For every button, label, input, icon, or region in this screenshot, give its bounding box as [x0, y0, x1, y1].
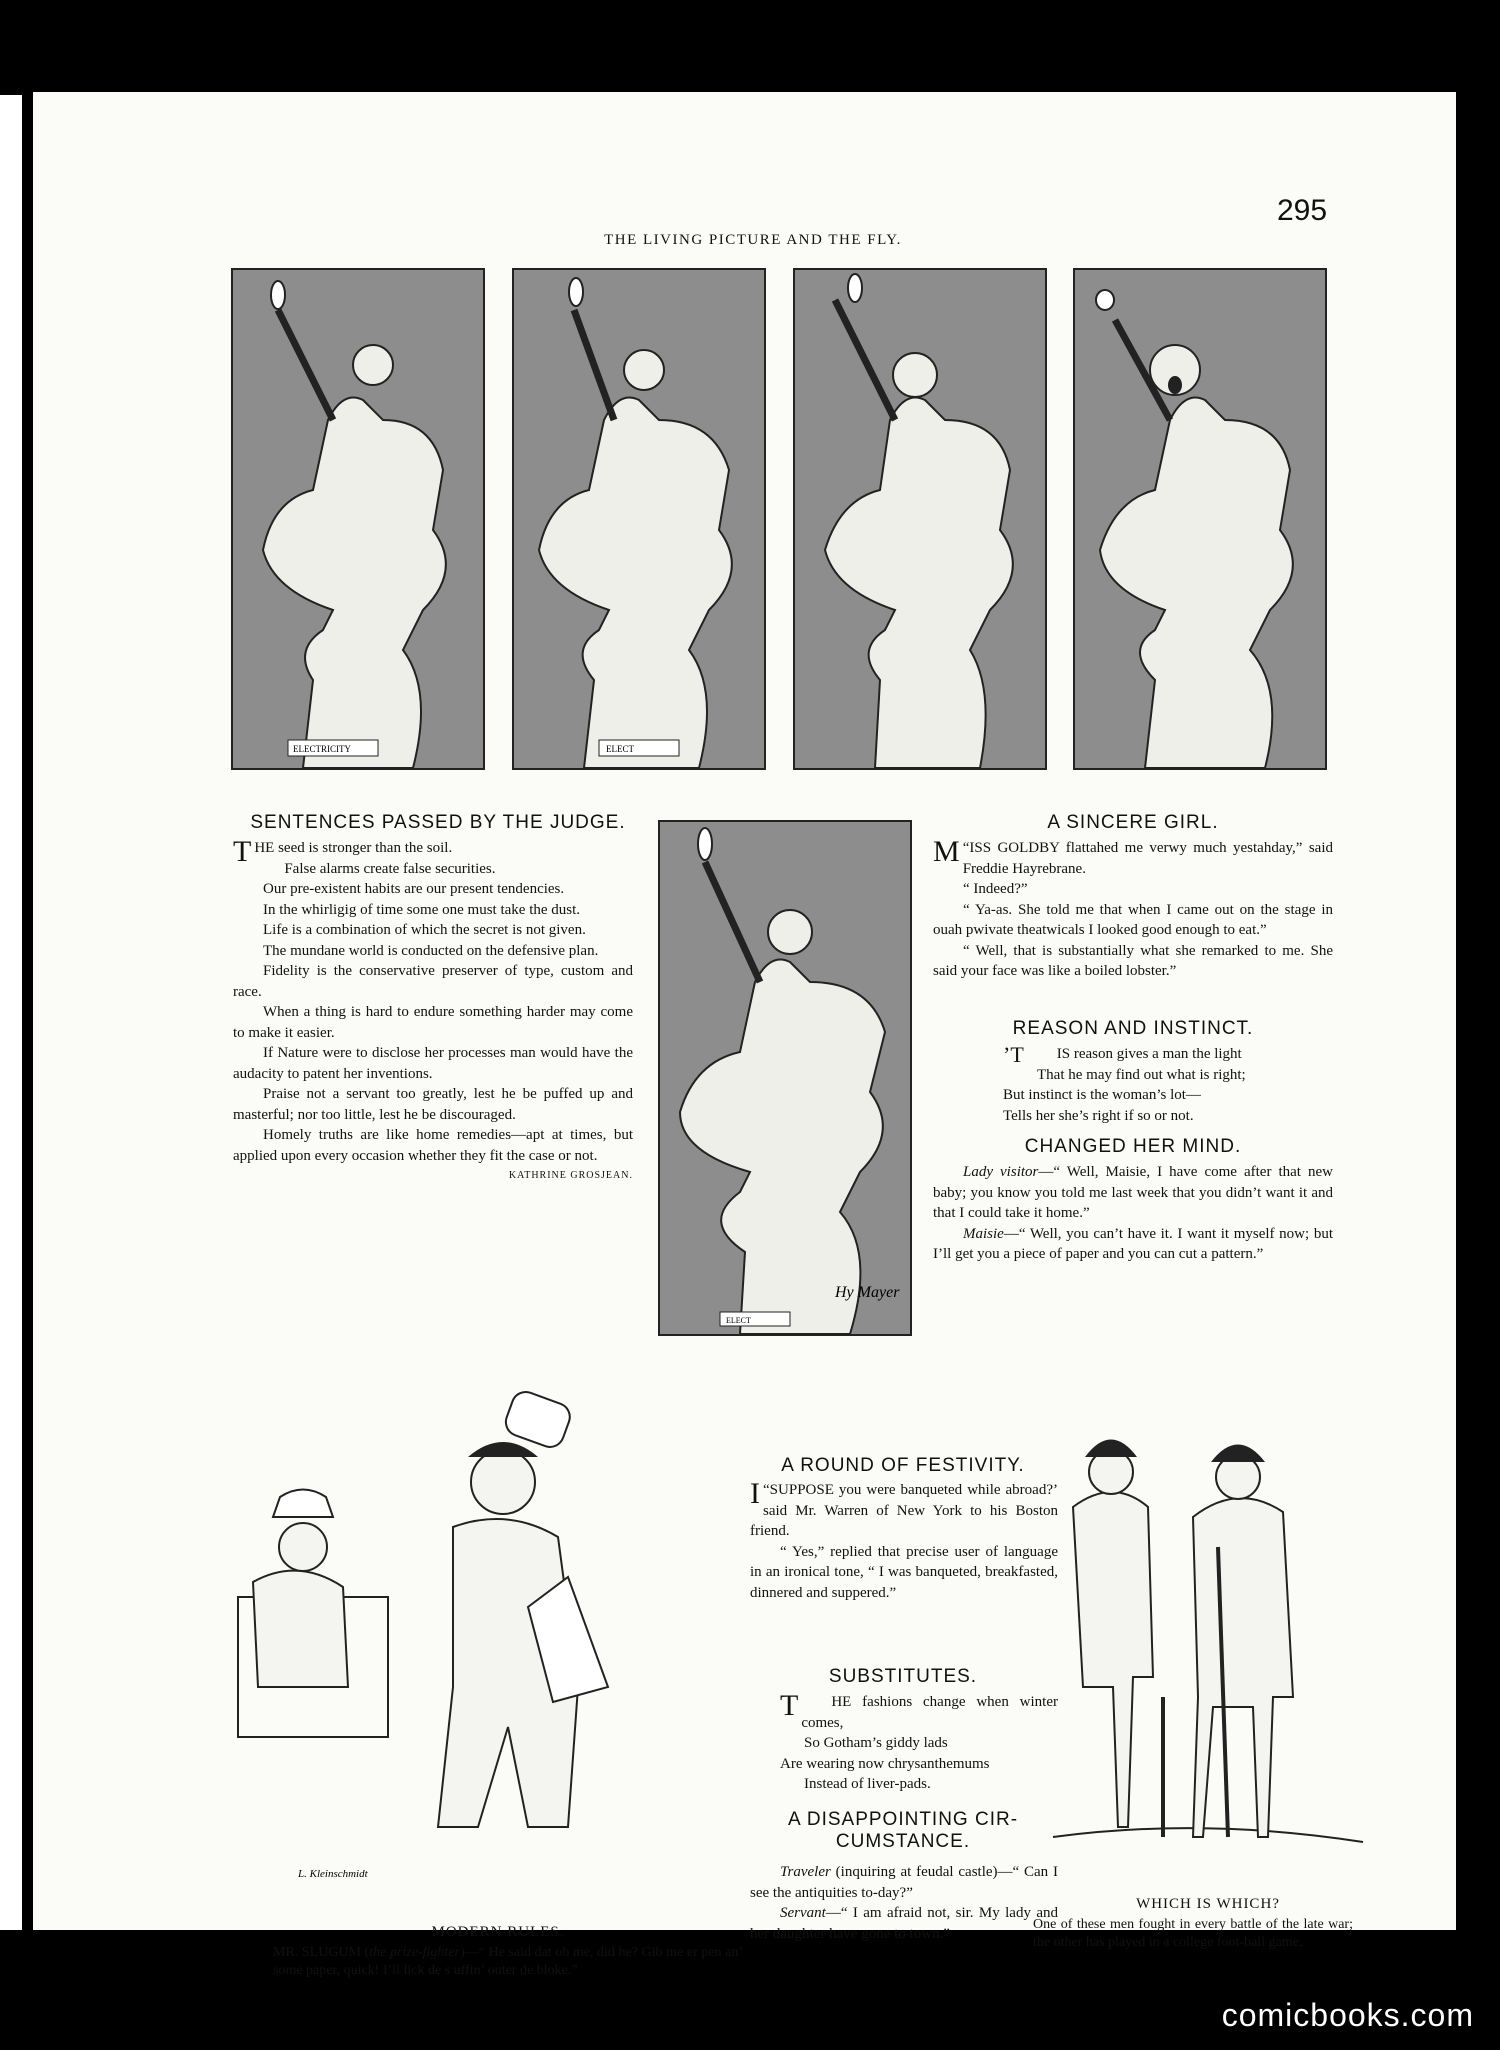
- sincere-title: A SINCERE GIRL.: [1047, 812, 1219, 833]
- drop-cap: I: [750, 1477, 760, 1510]
- plinth-label: ELECT: [726, 1316, 751, 1325]
- disappointing-para-2: Servant—“ I am afraid not, sir. My lady and her daughter have gone to town.”: [750, 1905, 1058, 1942]
- sincere-para-3: “ Ya-as. She told me that when I came out on the stage in ouah pwivate theatwicals I looked good enough to eat.”: [933, 901, 1333, 938]
- plinth-label: ELECT: [606, 744, 634, 754]
- disappointing-para-1: Traveler (inquiring at feudal castle)—“ Can I see the antiquities to-day?”: [750, 1864, 1058, 1901]
- substitutes-title: SUBSTITUTES.: [828, 1666, 978, 1687]
- author-credit: KATHRINE GROSJEAN.: [508, 1170, 633, 1181]
- sentences-body: [233, 835, 633, 1187]
- drop-cap: T: [780, 1689, 799, 1722]
- sentence: Fidelity is the conservative preserver of type, custom and race.: [233, 963, 633, 1000]
- verse-line: Instead of liver-pads.: [804, 1776, 931, 1792]
- statue-panel-5: [658, 820, 912, 1336]
- statue-illustration: [660, 822, 910, 1334]
- statue-illustration: [514, 270, 764, 768]
- statue-panel-2: [512, 268, 766, 770]
- left-page-edge: [0, 95, 22, 1930]
- drop-cap: ’T: [1003, 1042, 1024, 1067]
- verse-line: Tells her she’s right if so or not.: [1003, 1107, 1194, 1124]
- title-line: CUMSTANCE.: [835, 1831, 971, 1852]
- changed-para-2: Maisie—“ Well, you can’t have it. I want it myself now; but I’ll get you a piece of paper and you can cut a pattern.”: [933, 1225, 1333, 1262]
- sentences-title: SENTENCES PASSED BY THE JUDGE.: [250, 812, 626, 833]
- watermark-logo: comicbooks.com: [1221, 1997, 1474, 2033]
- changed-title: CHANGED HER MIND.: [1024, 1136, 1242, 1157]
- sentence: When a thing is hard to endure something harder may come to make it easier.: [233, 1004, 633, 1041]
- sincere-para-1: “ M ISS GOLDBY flattahed me verwy much yestahday,” said Freddie Hayrebrane.: [933, 835, 1333, 877]
- changed-body: [933, 1162, 1333, 1265]
- statue-panel-3: [793, 268, 1047, 770]
- sentence: In the whirligig of time some one must take the dust.: [263, 901, 581, 918]
- sentence: Life is a combination of which the secret is not given.: [263, 922, 586, 938]
- modern-rules-caption: MR. SLUGUM (the prize-fighter)—“ He said dat ob me, did he? Gib me er pen an’ some paper, quick! I’ll lick de s uffin’ outer de bloke.”: [273, 1945, 744, 1978]
- reason-verse: [973, 1044, 1333, 1126]
- sincere-para-2: “ Indeed?”: [963, 881, 1028, 897]
- which-is-which-illustration: [1043, 1397, 1373, 1897]
- verse-line: That he may find out what is right;: [1037, 1066, 1246, 1083]
- festivity-title: A ROUND OF FESTIVITY.: [781, 1455, 1025, 1476]
- sentence: Praise not a servant too greatly, lest he be puffed up and masterful; nor too little, lest he be discouraged.: [233, 1086, 633, 1123]
- modern-rules-title: MODERN RULES.: [431, 1924, 565, 1940]
- sentences-first-line: THE seed is stronger than the soil.: [233, 835, 453, 868]
- statue-panel-1: [231, 268, 485, 770]
- statue-panel-4: [1073, 268, 1327, 770]
- festivity-body: [750, 1477, 1058, 1603]
- disappointing-body: [750, 1862, 1058, 1944]
- sincere-para-4: “ Well, that is substantially what she remarked to me. She said your face was like a boiled lobster.”: [933, 942, 1333, 979]
- title-line: A DISAPPOINTING CIR-: [787, 1809, 1019, 1830]
- drop-cap: T: [233, 835, 252, 868]
- reason-title: REASON AND INSTINCT.: [1012, 1018, 1254, 1039]
- verse-line: Are wearing now chrysanthemums: [780, 1755, 990, 1772]
- statue-illustration: [233, 270, 483, 768]
- modern-rules-illustration: [238, 1357, 763, 1912]
- artist-signature: L. Kleinschmidt: [298, 1868, 368, 1880]
- running-head: THE LIVING PICTURE AND THE FLY.: [604, 232, 902, 248]
- sentence: Our pre-existent habits are our present tendencies.: [263, 881, 565, 897]
- magazine-page: [33, 92, 1456, 1978]
- festivity-para-1: “ I SUPPOSE you were banqueted while abroad?’ said Mr. Warren of New York to his Boston friend.: [750, 1477, 1058, 1539]
- verse-line: So Gotham’s giddy lads: [804, 1735, 948, 1751]
- drop-cap: M: [933, 835, 960, 868]
- substitutes-verse: [750, 1689, 1058, 1795]
- which-caption: One of these men fought in every battle of the late war; the other has played in a college foot-ball game.: [1033, 1917, 1353, 1950]
- which-title: WHICH IS WHICH?: [1136, 1896, 1280, 1912]
- disappointing-title: [743, 1809, 1063, 1853]
- artist-signature: Hy Mayer: [835, 1284, 900, 1301]
- verse-line: ’T IS reason gives a man the light: [973, 1044, 1333, 1065]
- plinth-label: ELECTRICITY: [293, 744, 351, 754]
- sentence: False alarms create false securities.: [284, 860, 496, 877]
- festivity-para-2: “ Yes,” replied that precise user of language in an ironical tone, “ I was banqueted, breakfasted, dinnered and suppered.”: [750, 1543, 1058, 1601]
- sentence: Homely truths are like home remedies—apt at times, but applied upon every occasion whether they fit the case or not. KATHRINE GROSJEAN.: [233, 1125, 633, 1166]
- changed-para-1: Lady visitor—“ Well, Maisie, I have come after that new baby; you know you told me last week that you didn’t want it and that I could take it home.”: [933, 1164, 1333, 1221]
- sentence: If Nature were to disclose her processes man would have the audacity to patent her inventions.: [233, 1045, 633, 1082]
- statue-illustration: [1075, 270, 1325, 768]
- verse-line: T HE fashions change when winter comes,: [750, 1692, 1058, 1733]
- page-number: 295: [1277, 194, 1328, 227]
- sentence: The mundane world is conducted on the defensive plan.: [263, 942, 599, 959]
- verse-line: But instinct is the woman’s lot—: [1003, 1087, 1201, 1103]
- sincere-body: [933, 835, 1333, 982]
- statue-illustration: [795, 270, 1045, 768]
